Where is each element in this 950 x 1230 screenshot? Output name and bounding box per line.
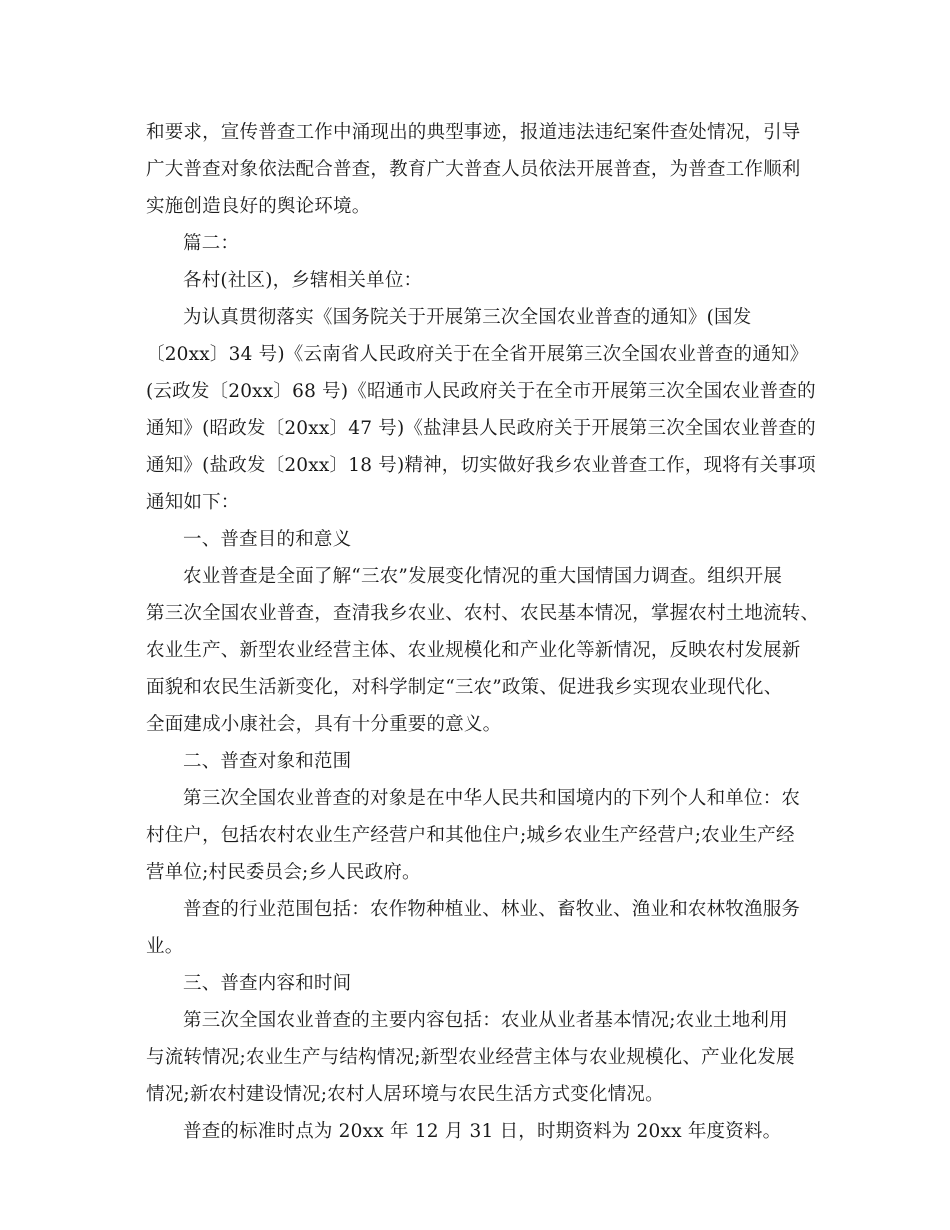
text-line: 通知》(昭政发〔20xx〕47 号)《盐津县人民政府关于开展第三次全国农业普查的	[146, 418, 816, 439]
text-line: 第三次全国农业普查的主要内容包括：农业从业者基本情况;农业土地利用	[183, 1010, 788, 1031]
text-line: (云政发〔20xx〕68 号)《昭通市人民政府关于在全市开展第三次全国农业普查的	[146, 381, 816, 402]
section-heading-part-two: 篇二：	[183, 233, 240, 254]
text-line: 普查的标准时点为 20xx 年 12 月 31 日，时期资料为 20xx 年度资料。	[183, 1121, 782, 1142]
text-line: 农业生产、新型农业经营主体、农业规模化和产业化等新情况，反映农村发展新	[146, 640, 801, 661]
text-line: 通知》(盐政发〔20xx〕18 号)精神，切实做好我乡农业普查工作，现将有关事项	[146, 455, 816, 476]
text-line: 营单位;村民委员会;乡人民政府。	[146, 862, 421, 883]
text-line: 农业普查是全面了解“三农”发展变化情况的重大国情国力调查。组织开展	[183, 566, 783, 587]
section-heading-scope: 二、普查对象和范围	[183, 751, 352, 772]
text-line: 通知如下：	[146, 492, 240, 513]
text-line: 第三次全国农业普查，查清我乡农业、农村、农民基本情况，掌握农村土地流转、	[146, 603, 820, 624]
text-line: 村住户，包括农村农业生产经营户和其他住户;城乡农业生产经营户;农业生产经	[146, 825, 795, 846]
text-line: 和要求，宣传普查工作中涌现出的典型事迹，报道违法违纪案件查处情况，引导	[146, 122, 801, 143]
text-line: 实施创造良好的舆论环境。	[146, 196, 371, 217]
document-body	[146, 114, 820, 1150]
text-line: 普查的行业范围包括：农作物种植业、林业、畜牧业、渔业和农林牧渔服务	[183, 899, 801, 920]
text-line: 为认真贯彻落实《国务院关于开展第三次全国农业普查的通知》(国发	[183, 307, 752, 328]
text-line: 业。	[146, 936, 184, 957]
text-line: 全面建成小康社会，具有十分重要的意义。	[146, 714, 502, 735]
text-line: 〔20xx〕34 号)《云南省人民政府关于在全省开展第三次全国农业普查的通知》	[146, 344, 809, 365]
section-heading-content-time: 三、普查内容和时间	[183, 973, 352, 994]
text-line: 第三次全国农业普查的对象是在中华人民共和国境内的下列个人和单位：农	[183, 788, 801, 809]
text-line: 与流转情况;农业生产与结构情况;新型农业经营主体与农业规模化、产业化发展	[146, 1047, 795, 1068]
text-line: 广大普查对象依法配合普查，教育广大普查人员依法开展普查，为普查工作顺利	[146, 159, 801, 180]
text-line: 面貌和农民生活新变化，对科学制定“三农”政策、促进我乡实现农业现代化、	[146, 677, 783, 698]
section-heading-purpose: 一、普查目的和意义	[183, 529, 352, 550]
text-line: 情况;新农村建设情况;农村人居环境与农民生活方式变化情况。	[146, 1084, 664, 1105]
addressee-line: 各村(社区)，乡辖相关单位：	[183, 270, 423, 291]
